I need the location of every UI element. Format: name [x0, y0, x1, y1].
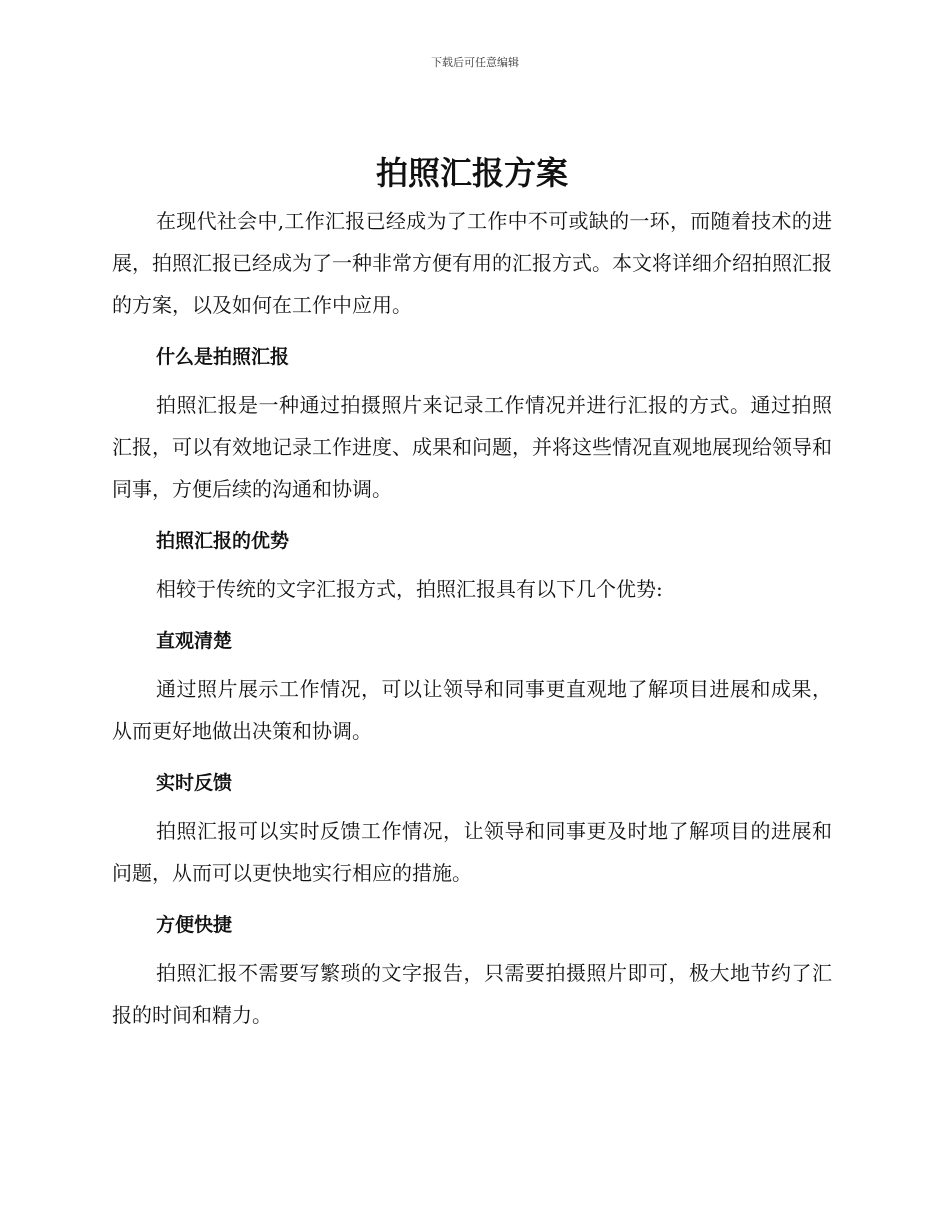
section-paragraph-intuitive: 通过照片展示工作情况，可以让领导和同事更直观地了解项目进展和成果，从而更好地做出决策和协调。 — [112, 677, 832, 743]
intro-paragraph: 在现代社会中,工作汇报已经成为了工作中不可或缺的一环，而随着技术的进展，拍照汇报已经成为了一种非常方便有用的汇报方式。本文将详细介绍拍照汇报的方案，以及如何在工作中应用。 — [112, 209, 832, 317]
document-body — [112, 150, 832, 1036]
section-heading-intuitive: 直观清楚 — [156, 630, 233, 652]
section-paragraph-convenient: 拍照汇报不需要写繁琐的文字报告，只需要拍摄照片即可，极大地节约了汇报的时间和精力。 — [112, 961, 832, 1027]
section-heading-realtime: 实时反馈 — [156, 772, 233, 794]
section-heading-convenient: 方便快捷 — [156, 914, 233, 936]
section-paragraph-advantages: 相较于传统的文字汇报方式，拍照汇报具有以下几个优势: — [156, 577, 663, 601]
section-heading-what-is: 什么是拍照汇报 — [156, 346, 290, 368]
section-paragraph-realtime: 拍照汇报可以实时反馈工作情况，让领导和同事更及时地了解项目的进展和问题，从而可以更快地实行相应的措施。 — [112, 819, 832, 885]
section-paragraph-what-is: 拍照汇报是一种通过拍摄照片来记录工作情况并进行汇报的方式。通过拍照汇报，可以有效地记录工作进度、成果和问题，并将这些情况直观地展现给领导和同事，方便后续的沟通和协调。 — [112, 393, 832, 501]
section-heading-advantages: 拍照汇报的优势 — [156, 530, 290, 552]
page-header-note: 下载后可任意编辑 — [431, 56, 519, 69]
document-title: 拍照汇报方案 — [375, 154, 568, 192]
